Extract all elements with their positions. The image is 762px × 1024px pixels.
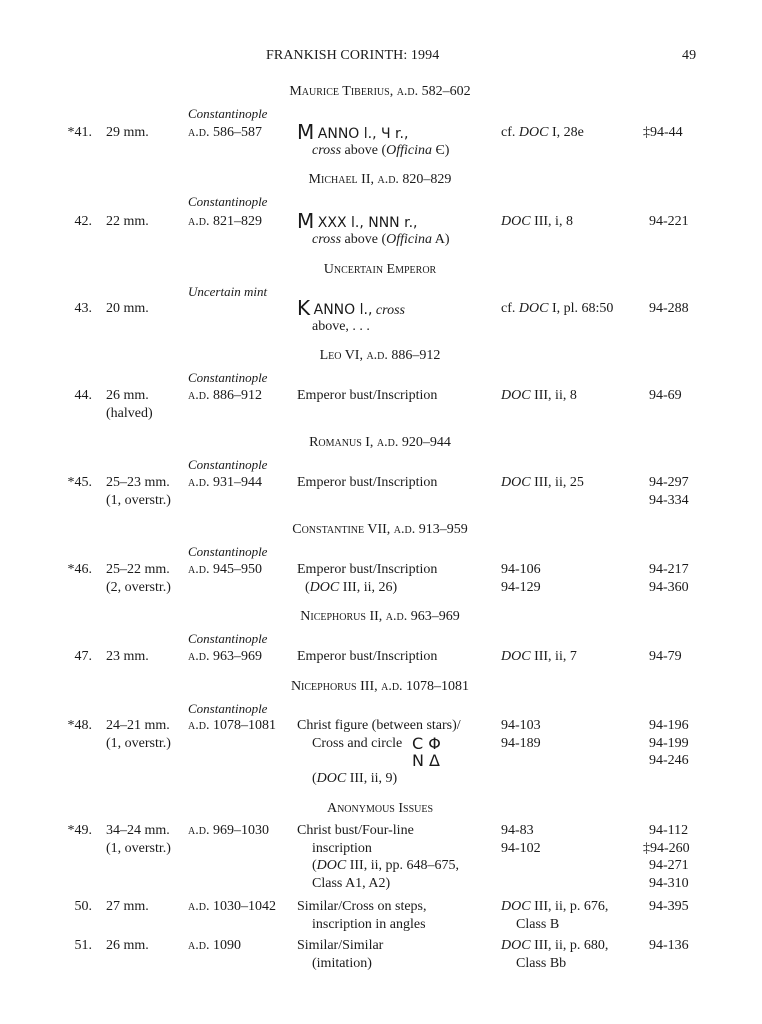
denomination-mark: M: [297, 120, 315, 144]
coin-description: Emperor bust/Inscription: [297, 649, 438, 664]
coin-size-note: (1, overstr.): [106, 736, 171, 751]
era-label: a.d.: [188, 718, 210, 733]
reference-text: I, 28e: [551, 125, 584, 140]
catalogue-number: 50.: [74, 899, 92, 914]
reference-doc: DOC: [518, 125, 549, 140]
description-paren: (: [312, 771, 317, 786]
date-years: 969–1030: [212, 823, 269, 838]
catalogue-number: 47.: [74, 649, 92, 664]
page-number: 49: [682, 48, 697, 63]
catalogue-number: *48.: [67, 718, 92, 733]
reference: 94-102: [501, 841, 541, 856]
mint-label: Constantinople: [188, 370, 268, 385]
date-years: 1090: [212, 938, 241, 953]
coin-description: [297, 120, 409, 144]
reference-doc: DOC: [501, 899, 531, 914]
date-years: 586–587: [212, 125, 262, 140]
date-years: 931–944: [212, 475, 262, 490]
catalogue-number: *45.: [67, 475, 92, 490]
date-years: 821–829: [212, 214, 262, 229]
catalogue-number: *46.: [67, 562, 92, 577]
coin-description-line: [312, 231, 450, 249]
inventory-number: 94-112: [649, 823, 689, 838]
reference: 94-106: [501, 562, 541, 577]
description-officina: Officina: [386, 232, 433, 247]
reference-text: III, ii, p. 680,: [534, 938, 609, 953]
coin-description: Emperor bust/Inscription: [297, 475, 438, 490]
inventory-number: ‡94-44: [643, 125, 683, 140]
section-heading: Nicephorus III, a.d. 1078–1081: [290, 679, 470, 694]
era-label: a.d.: [188, 562, 210, 577]
coin-size: 27 mm.: [106, 899, 149, 914]
mint-label: Constantinople: [188, 631, 268, 646]
coin-description: Christ figure (between stars)/: [297, 718, 461, 733]
era-label: a.d.: [188, 214, 210, 229]
coin-date: [188, 822, 269, 840]
reference-text: III, i, 8: [534, 214, 573, 229]
field-letters-upper: C Φ: [412, 734, 441, 753]
inventory-number: 94-217: [649, 562, 689, 577]
coin-description-line: [305, 579, 397, 597]
coin-description: Similar/Similar: [297, 938, 384, 953]
section-heading: Michael II, a.d. 820–829: [308, 172, 452, 187]
date-years: 963–969: [212, 649, 262, 664]
mint-label: Constantinople: [188, 544, 268, 559]
description-text: III, ii, 26): [342, 580, 398, 595]
coin-size: 22 mm.: [106, 214, 149, 229]
coin-date: [188, 648, 262, 666]
coin-size: 26 mm.: [106, 388, 149, 403]
catalogue-number: 42.: [74, 214, 92, 229]
reference-prefix: cf.: [501, 301, 516, 316]
reference-line: Class B: [516, 917, 560, 932]
coin-description: [297, 209, 418, 233]
coin-description-line: Class A1, A2): [312, 876, 391, 891]
coin-description-line: [312, 857, 459, 875]
description-cross: cross: [375, 303, 405, 318]
era-label: a.d.: [188, 899, 210, 914]
reference-text: III, ii, p. 676,: [534, 899, 609, 914]
description-text: III, ii, 9): [349, 771, 398, 786]
reference: 94-189: [501, 736, 541, 751]
reference: 94-103: [501, 718, 541, 733]
inventory-number: 94-310: [649, 876, 689, 891]
date-years: 886–912: [212, 388, 262, 403]
mint-label: Constantinople: [188, 194, 268, 209]
description-doc: DOC: [316, 771, 347, 786]
description-close: ): [444, 143, 450, 158]
era-label: a.d.: [188, 475, 210, 490]
coin-size-note: (halved): [106, 406, 153, 421]
inventory-number: 94-246: [649, 753, 689, 768]
description-paren: (: [312, 858, 317, 873]
officina-letter: A: [434, 232, 445, 247]
catalogue-number: 44.: [74, 388, 92, 403]
coin-size-note: (1, overstr.): [106, 493, 171, 508]
coin-description-line: (imitation): [312, 956, 372, 971]
reference-doc: DOC: [501, 388, 531, 403]
description-close: ): [444, 232, 450, 247]
coin-description: Emperor bust/Inscription: [297, 562, 438, 577]
coin-size-note: (2, overstr.): [106, 580, 171, 595]
section-heading: Romanus I, a.d. 920–944: [309, 435, 451, 450]
coin-date: [188, 937, 241, 955]
coin-date: [188, 387, 262, 405]
coin-size: 23 mm.: [106, 649, 149, 664]
reference: 94-83: [501, 823, 534, 838]
coin-description-line: [312, 142, 449, 160]
reference-prefix: cf.: [501, 125, 516, 140]
section-heading: Uncertain Emperor: [323, 262, 437, 277]
inventory-number: 94-395: [649, 899, 689, 914]
section-heading: Leo VI, a.d. 886–912: [319, 348, 441, 363]
reference-text: III, ii, 7: [534, 649, 577, 664]
reference-doc: DOC: [518, 301, 549, 316]
reference-doc: DOC: [501, 214, 531, 229]
reference-text: III, ii, 8: [534, 388, 577, 403]
inventory-number: 94-334: [649, 493, 689, 508]
catalogue-number: *41.: [67, 125, 92, 140]
description-text: above (: [344, 232, 387, 247]
date-years: 1078–1081: [212, 718, 276, 733]
coin-description-line: [312, 770, 397, 788]
section-heading: Nicephorus II, a.d. 963–969: [300, 609, 460, 624]
reference: [501, 937, 608, 955]
inventory-number: 94-360: [649, 580, 689, 595]
coin-size: 34–24 mm.: [106, 823, 170, 838]
description-cross: cross: [312, 232, 342, 247]
era-label: a.d.: [188, 125, 210, 140]
description-doc: DOC: [316, 858, 347, 873]
description-text: above (: [344, 143, 387, 158]
catalogue-number: 43.: [74, 301, 92, 316]
reference: [501, 474, 584, 492]
coin-date: [188, 474, 262, 492]
reference-line: Class Bb: [516, 956, 567, 971]
reference-doc: DOC: [501, 475, 531, 490]
date-years: 1030–1042: [212, 899, 276, 914]
description-text: III, ii, pp. 648–675,: [349, 858, 459, 873]
inventory-number: 94-288: [649, 301, 689, 316]
description-text: ANNO l., Ч r.,: [317, 126, 409, 142]
catalogue-number: *49.: [67, 823, 92, 838]
coin-size: 20 mm.: [106, 301, 149, 316]
reference-doc: DOC: [501, 938, 531, 953]
description-officina: Officina: [386, 143, 433, 158]
mint-label: Constantinople: [188, 457, 268, 472]
officina-letter: Є: [435, 143, 445, 158]
description-paren: (: [305, 580, 310, 595]
coin-description-line: inscription: [312, 841, 372, 856]
reference: [501, 387, 577, 405]
reference: [501, 898, 608, 916]
reference-text: I, pl. 68:50: [551, 301, 614, 316]
running-title: FRANKISH CORINTH: 1994: [266, 48, 440, 63]
denomination-mark: K: [297, 296, 311, 320]
coin-description-line: inscription in angles: [312, 917, 426, 932]
reference: [501, 213, 573, 231]
reference-doc: DOC: [501, 649, 531, 664]
denomination-mark: M: [297, 209, 315, 233]
era-label: a.d.: [188, 823, 210, 838]
section-heading: Constantine VII, a.d. 913–959: [292, 522, 468, 537]
coin-date: [188, 717, 276, 735]
coin-size: 29 mm.: [106, 125, 149, 140]
inventory-number: 94-196: [649, 718, 689, 733]
inventory-number: 94-199: [649, 736, 689, 751]
coin-size-note: (1, overstr.): [106, 841, 171, 856]
coin-description: [297, 296, 405, 320]
coin-date: [188, 898, 276, 916]
reference: [501, 300, 613, 318]
coin-description-line: above, . . .: [312, 319, 370, 334]
description-text: XXX l., NNN r.,: [317, 215, 418, 231]
era-label: a.d.: [188, 388, 210, 403]
coin-date: [188, 124, 262, 142]
reference: 94-129: [501, 580, 541, 595]
description-doc: DOC: [309, 580, 340, 595]
coin-size: 24–21 mm.: [106, 718, 170, 733]
mint-label: Constantinople: [188, 106, 268, 121]
coin-description-line: Cross and circle: [312, 736, 403, 751]
section-heading: Anonymous Issues: [326, 801, 434, 816]
catalogue-number: 51.: [74, 938, 92, 953]
inventory-number: ‡94-260: [643, 841, 690, 856]
coin-size: 25–22 mm.: [106, 562, 170, 577]
coin-description: Similar/Cross on steps,: [297, 899, 427, 914]
field-letters-lower: N Δ: [412, 751, 440, 770]
inventory-number: 94-271: [649, 858, 689, 873]
coin-size: 26 mm.: [106, 938, 149, 953]
coin-size: 25–23 mm.: [106, 475, 170, 490]
inventory-number: 94-69: [649, 388, 682, 403]
description-text: ANNO l.,: [313, 302, 373, 318]
coin-description: Emperor bust/Inscription: [297, 388, 438, 403]
reference: [501, 648, 577, 666]
inventory-number: 94-79: [649, 649, 682, 664]
mint-label: Constantinople: [188, 701, 268, 716]
reference: [501, 124, 584, 142]
era-label: a.d.: [188, 938, 210, 953]
coin-date: [188, 561, 262, 579]
inventory-number: 94-136: [649, 938, 689, 953]
date-years: 945–950: [212, 562, 262, 577]
mint-label: Uncertain mint: [188, 284, 268, 299]
section-heading: Maurice Tiberius, a.d. 582–602: [289, 84, 471, 99]
era-label: a.d.: [188, 649, 210, 664]
inventory-number: 94-297: [649, 475, 689, 490]
reference-text: III, ii, 25: [534, 475, 584, 490]
coin-date: [188, 213, 262, 231]
description-cross: cross: [312, 143, 342, 158]
coin-description: Christ bust/Four-line: [297, 823, 414, 838]
inventory-number: 94-221: [649, 214, 689, 229]
